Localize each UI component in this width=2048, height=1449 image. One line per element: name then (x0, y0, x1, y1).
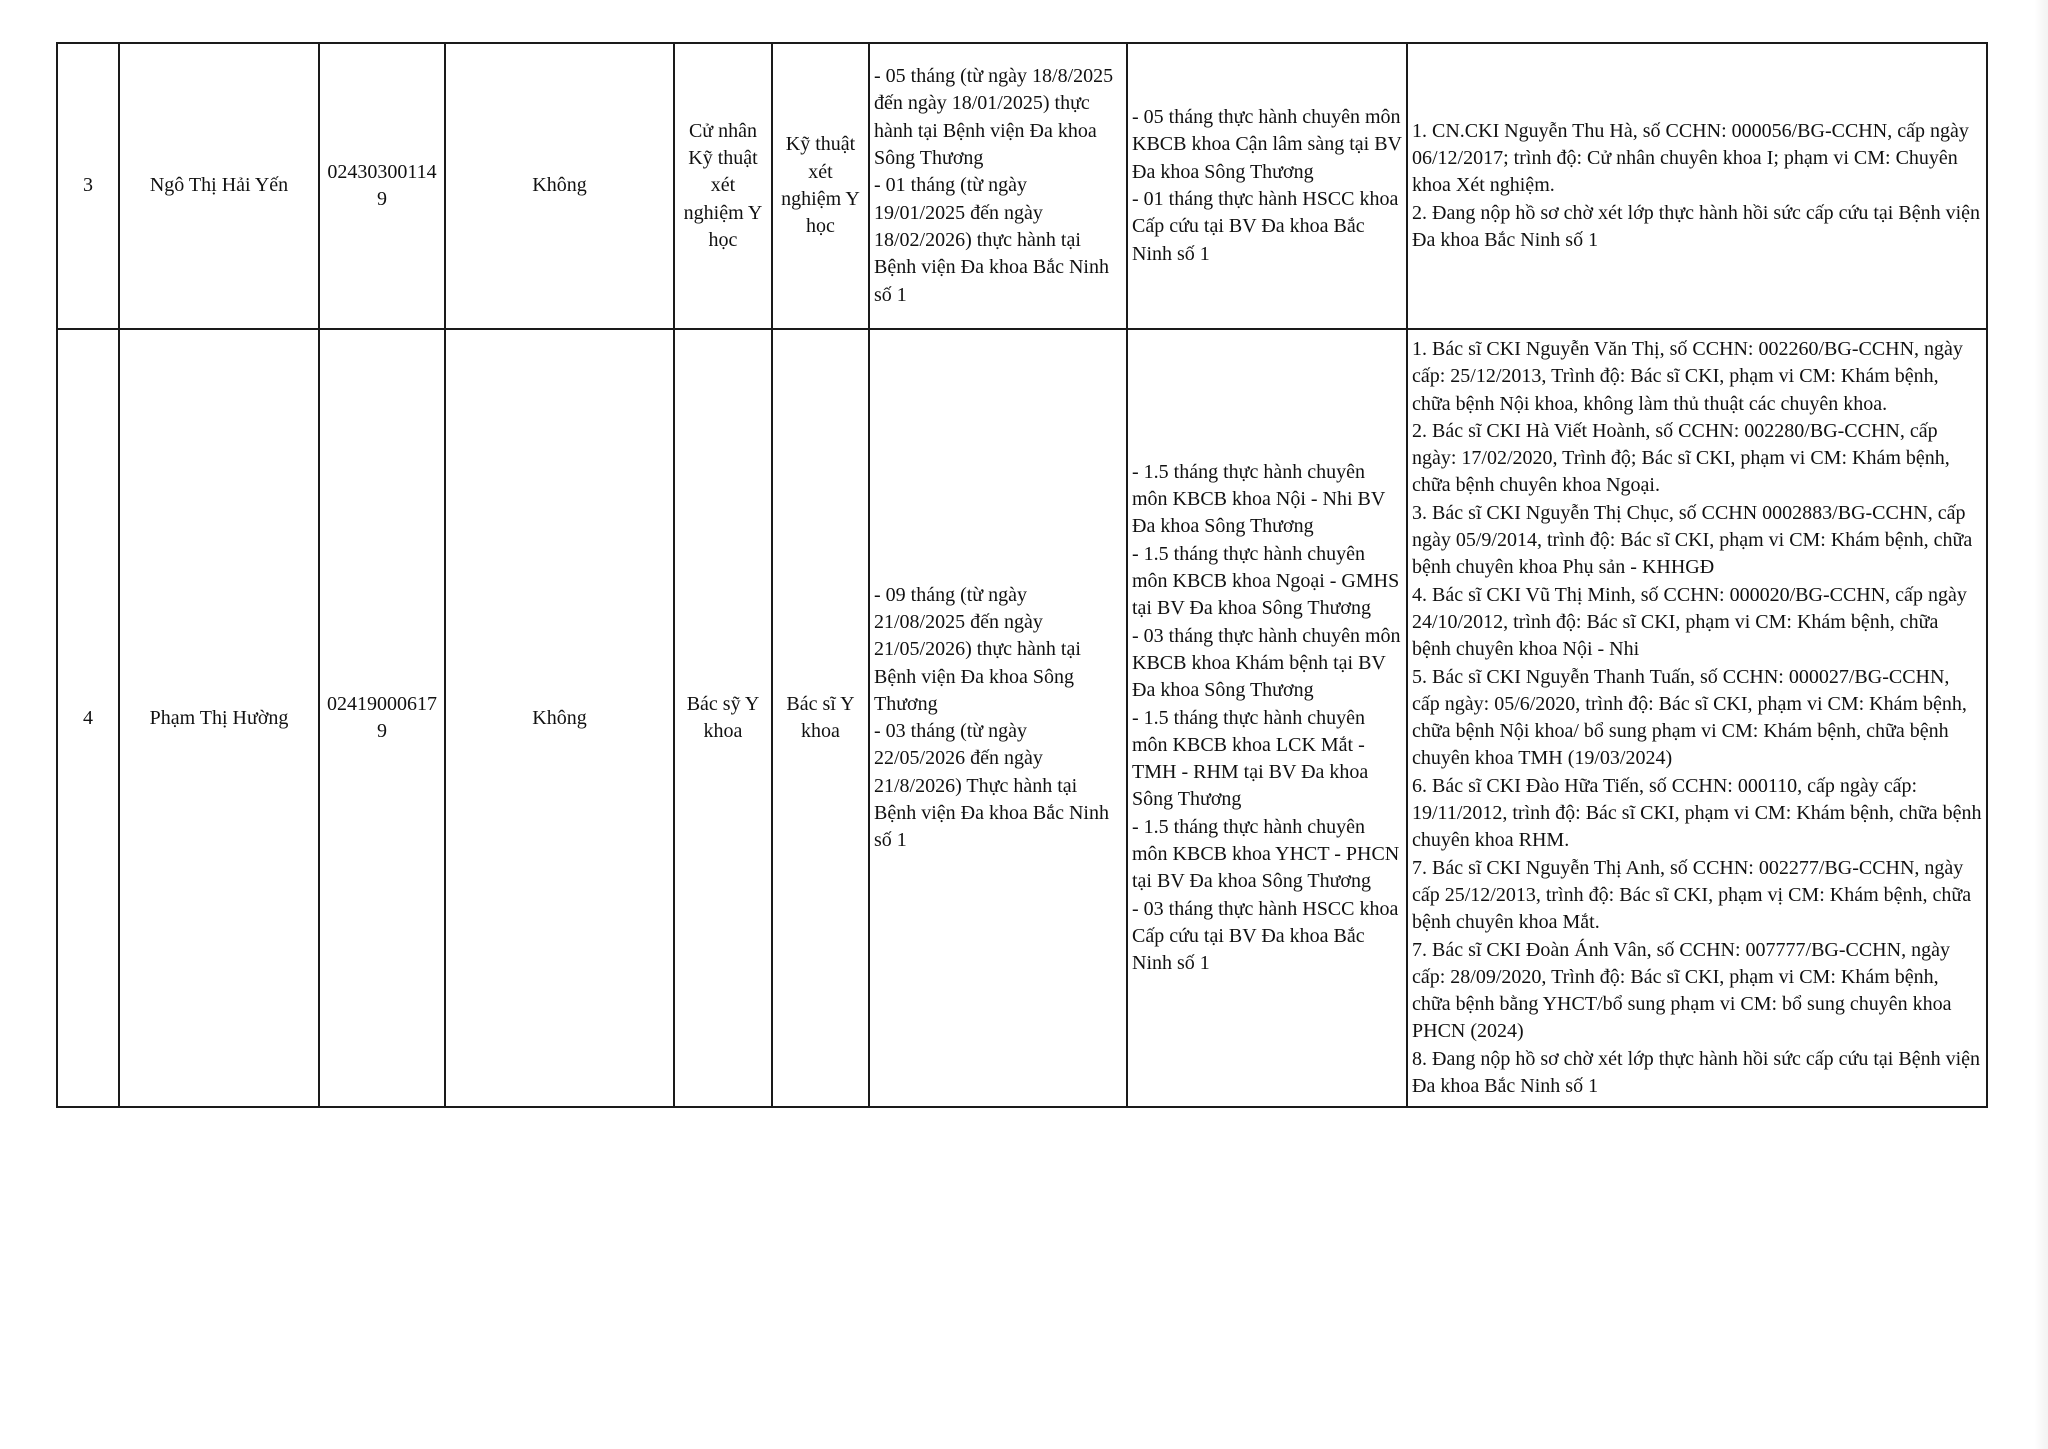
row-number-cell: 3 (57, 43, 119, 329)
row-number-cell: 4 (57, 329, 119, 1107)
supervisor-line: 1. Bác sĩ CKI Nguyễn Văn Thị, số CCHN: 002260/BG-CCHN, ngày cấp: 25/12/2013, Trình độ: Bác sĩ CKI, phạm vi CM: Khám bệnh, chữa bệnh Nội khoa, không làm thủ thuật các chuyên khoa. (1412, 338, 1963, 415)
supervisor-line: 2. Đang nộp hồ sơ chờ xét lớp thực hành hồi sức cấp cứu tại Bệnh viện Đa khoa Bắc Ninh số 1 (1412, 201, 1981, 251)
practice-content-line: - 1.5 tháng thực hành chuyên môn KBCB khoa Nội - Nhi BV Đa khoa Sông Thương (1132, 460, 1385, 538)
practice-content-cell (1127, 329, 1407, 1107)
degree-cell: Cử nhân Kỹ thuật xét nghiệm Y học (674, 43, 772, 329)
practice-content-line: - 01 tháng thực hành HSCC khoa Cấp cứu tại BV Đa khoa Bắc Ninh số 1 (1132, 188, 1399, 265)
practice-period-line: - 03 tháng (từ ngày 22/05/2026 đến ngày 21/8/2026) Thực hành tại Bệnh viện Đa khoa Bắc Ninh số 1 (874, 720, 1109, 852)
practice-content-line: - 03 tháng thực hành HSCC khoa Cấp cứu tại BV Đa khoa Bắc Ninh số 1 (1132, 897, 1399, 975)
practice-period-cell (869, 43, 1127, 329)
practice-content-cell (1127, 43, 1407, 329)
practice-period-line: - 05 tháng (từ ngày 18/8/2025 đến ngày 18/01/2025) thực hành tại Bệnh viện Đa khoa Sông Thương (874, 65, 1114, 170)
degree-cell: Bác sỹ Y khoa (674, 329, 772, 1107)
supervisor-line: 6. Bác sĩ CKI Đào Hữa Tiến, số CCHN: 000110, cấp ngày cấp: 19/11/2012, trình độ: Bác sĩ CKI, phạm vi CM: Khám bệnh, chữa bệnh chuyên khoa RHM. (1412, 774, 1982, 852)
practice-content-line: - 1.5 tháng thực hành chuyên môn KBCB khoa YHCT - PHCN tại BV Đa khoa Sông Thương (1132, 815, 1400, 893)
supervisor-line: 8. Đang nộp hồ sơ chờ xét lớp thực hành hồi sức cấp cứu tại Bệnh viện Đa khoa Bắc Ninh số 1 (1412, 1047, 1981, 1098)
supervisor-line: 1. CN.CKI Nguyễn Thu Hà, số CCHN: 000056/BG-CCHN, cấp ngày 06/12/2017; trình độ: Cử nhân chuyên khoa I; phạm vi CM: Chuyên khoa Xét nghiệm. (1412, 119, 1969, 197)
table-row (57, 329, 1987, 1107)
practice-period-cell (869, 329, 1127, 1107)
exempt-cell: Không (445, 43, 674, 329)
scan-edge-shading (2034, 0, 2048, 1449)
supervisor-line: 2. Bác sĩ CKI Hà Viết Hoành, số CCHN: 002280/BG-CCHN, cấp ngày: 17/02/2020, Trình độ; Bác sĩ CKI, phạm vi CM: Khám bệnh, chữa bệnh chuyên khoa Ngoại. (1412, 419, 1950, 497)
full-name-cell: Phạm Thị Hường (119, 329, 319, 1107)
practice-scope-cell: Kỹ thuật xét nghiệm Y học (772, 43, 869, 329)
practice-period-line: - 09 tháng (từ ngày 21/08/2025 đến ngày 21/05/2026) thực hành tại Bệnh viện Đa khoa Sông Thương (874, 583, 1081, 715)
practice-content-line: - 1.5 tháng thực hành chuyên môn KBCB khoa Ngoại - GMHS tại BV Đa khoa Sông Thương (1132, 542, 1400, 620)
practice-scope-cell: Bác sĩ Y khoa (772, 329, 869, 1107)
id-number-cell: 024303001149 (319, 43, 445, 329)
supervisor-cell (1407, 329, 1987, 1107)
practice-content-line: - 03 tháng thực hành chuyên môn KBCB khoa Khám bệnh tại BV Đa khoa Sông Thương (1132, 624, 1401, 702)
id-number-cell: 024190006179 (319, 329, 445, 1107)
full-name-cell: Ngô Thị Hải Yến (119, 43, 319, 329)
practice-period-line: - 01 tháng (từ ngày 19/01/2025 đến ngày 18/02/2026) thực hành tại Bệnh viện Đa khoa Bắc Ninh số 1 (874, 174, 1109, 306)
supervisor-line: 4. Bác sĩ CKI Vũ Thị Minh, số CCHN: 000020/BG-CCHN, cấp ngày 24/10/2012, trình độ: Bác sĩ CKI, phạm vi CM: Khám bệnh, chữa bệnh chuyên khoa Nội - Nhi (1412, 583, 1967, 661)
practice-content-line: - 1.5 tháng thực hành chuyên môn KBCB khoa LCK Mắt - TMH - RHM tại BV Đa khoa Sông Thương (1132, 706, 1369, 811)
practice-content-line: - 05 tháng thực hành chuyên môn KBCB khoa Cận lâm sàng tại BV Đa khoa Sông Thương (1132, 106, 1402, 183)
practice-roster-table (56, 42, 1988, 1108)
supervisor-line: 7. Bác sĩ CKI Đoàn Ánh Vân, số CCHN: 007777/BG-CCHN, ngày cấp: 28/09/2020, Trình độ: Bác sĩ CKI, phạm vi CM: Khám bệnh, chữa bệnh bằng YHCT/bổ sung phạm vi CM: bổ sung chuyên khoa PHCN (2024) (1412, 938, 1952, 1043)
supervisor-line: 5. Bác sĩ CKI Nguyễn Thanh Tuấn, số CCHN: 000027/BG-CCHN, cấp ngày: 05/6/2020, trình độ: Bác sĩ CKI, phạm vi CM: Khám bệnh, chữa bệnh Nội khoa/ bổ sung phạm vi CM: Khám bệnh, chữa bệnh chuyên khoa TMH (19/03/2024) (1412, 665, 1967, 770)
supervisor-line: 7. Bác sĩ CKI Nguyễn Thị Anh, số CCHN: 002277/BG-CCHN, ngày cấp 25/12/2013, trình độ: Bác sĩ CKI, phạm vị CM: Khám bệnh, chữa bệnh chuyên khoa Mắt. (1412, 856, 1972, 934)
table-row (57, 43, 1987, 329)
supervisor-line: 3. Bác sĩ CKI Nguyễn Thị Chục, số CCHN 0002883/BG-CCHN, cấp ngày 05/9/2014, trình độ: Bác sĩ CKI, phạm vi CM: Khám bệnh, chữa bệnh chuyên khoa Phụ sản - KHHGĐ (1412, 501, 1973, 579)
supervisor-cell (1407, 43, 1987, 329)
exempt-cell: Không (445, 329, 674, 1107)
